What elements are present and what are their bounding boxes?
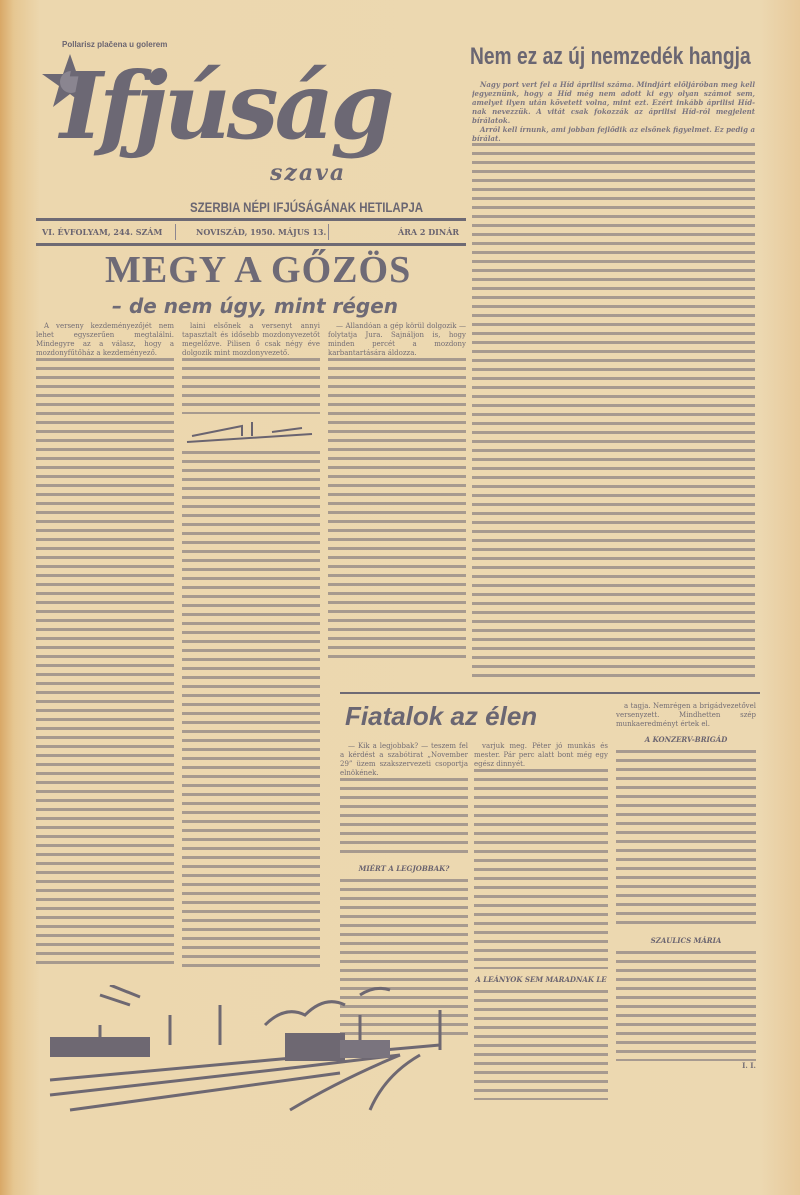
price: ÁRA 2 DINÁR [398, 227, 460, 237]
masthead-slogan: Pollarisz plačena u golerem [62, 40, 168, 49]
text-lines [472, 143, 755, 680]
second-article-headline: Fiatalok az élen [345, 701, 538, 731]
masthead-rule-top [36, 218, 466, 221]
right-article-body [472, 80, 755, 680]
text-lines [182, 358, 320, 414]
second-col1-text: — Kik a legjobbak? — teszem fel a kérdést a szabótirat „November 29” üzem szakszervezeti csoportja elnökének. [340, 742, 468, 777]
volume-number: VI. ÉVFOLYAM, 244. SZÁM [42, 227, 163, 237]
second-column-3 [616, 702, 756, 1122]
masthead-rule-bottom [36, 243, 466, 246]
text-lines [474, 990, 608, 1100]
divider [328, 224, 329, 240]
lead-column-1 [36, 322, 174, 972]
text-lines [616, 951, 756, 1061]
divider [175, 224, 176, 240]
issue-date: NOVISZÁD, 1950. MÁJUS 13. [196, 227, 327, 237]
text-lines [182, 451, 320, 971]
text-lines [36, 358, 174, 968]
text-lines [340, 778, 468, 858]
second-column-2 [474, 742, 608, 1122]
subhead-why-best: MIÉRT A LEGJOBBAK? [358, 864, 450, 873]
section-rule [340, 692, 760, 694]
subhead-szaulics-maria: SZAULICS MÁRIA [650, 936, 722, 945]
text-lines [616, 750, 756, 930]
right-article-headline: Nem ez az új nemzedék hangja [470, 43, 751, 70]
lead-headline: MEGY A GŐZÖS [105, 249, 412, 291]
lead-subheadline: – de nem úgy, mint régen [112, 294, 399, 318]
masthead-subtitle: SZERBIA NÉPI IFJÚSÁGÁNAK HETILAPJA [190, 199, 424, 215]
text-lines [328, 358, 466, 658]
right-article-text-2: Arról kell írnunk, ami jobban fejlődik az elsőnek figyelmet. Ez pedig a bírálat. [472, 125, 755, 143]
railway-illustration [40, 985, 460, 1115]
small-train-illustration [182, 414, 320, 448]
logo-suffix: szava [270, 160, 347, 186]
newspaper-logo: Ifjúság [60, 52, 391, 160]
lead-column-3 [328, 322, 466, 662]
text-lines [474, 769, 608, 969]
lead-column-2 [182, 322, 320, 972]
lead-col3-text: — Állandóan a gép körül dolgozik — folytatja Jura. Sajnáljon is, hogy minden percét a mozdony karbantartására áldozza. [328, 322, 466, 357]
subhead-girls: A LEÁNYOK SEM MARADNAK LE [475, 975, 607, 984]
author-signature: I. I. [742, 1061, 756, 1070]
subhead-konzerv-brigade: A KONZERV-BRIGÁD [644, 735, 728, 744]
lead-col2-text: laini elsőnek a versenyt annyi tapasztalt és idősebb mozdonyvezetőt megelőzve. Pilisen ő csak négy éve dolgozik mint mozdonyvezető. [182, 322, 320, 357]
second-col3-text: a tagja. Nemrégen a brigádvezetővel versenyzett. Mindhetten szép munkaeredményt értek el. [616, 702, 756, 728]
lead-col1-text: A verseny kezdeményezőjét nem lehet egyszerűen megtalálni. Mindegyre az a válasz, hogy a mozdonyfűtőház a kezdeményező. [36, 322, 174, 357]
second-col2-text: varjuk meg. Péter jó munkás és mester. Pár perc alatt bont még egy egész dinnyét. [474, 742, 608, 768]
right-article-text: Nagy port vert fel a Híd áprilisi száma. Mindjárt előljáróban meg kell jegyeznünk, hogy a Híd még nem adott ki egy olyan számot sem, amelyet ilyen után követett volna, mint ezt. Ezért inkább áprilisi Híd-nak nevezzük. A vitát csak fokozzák az áprilisi Híd-ról megjelent bírálatok. [472, 80, 755, 125]
